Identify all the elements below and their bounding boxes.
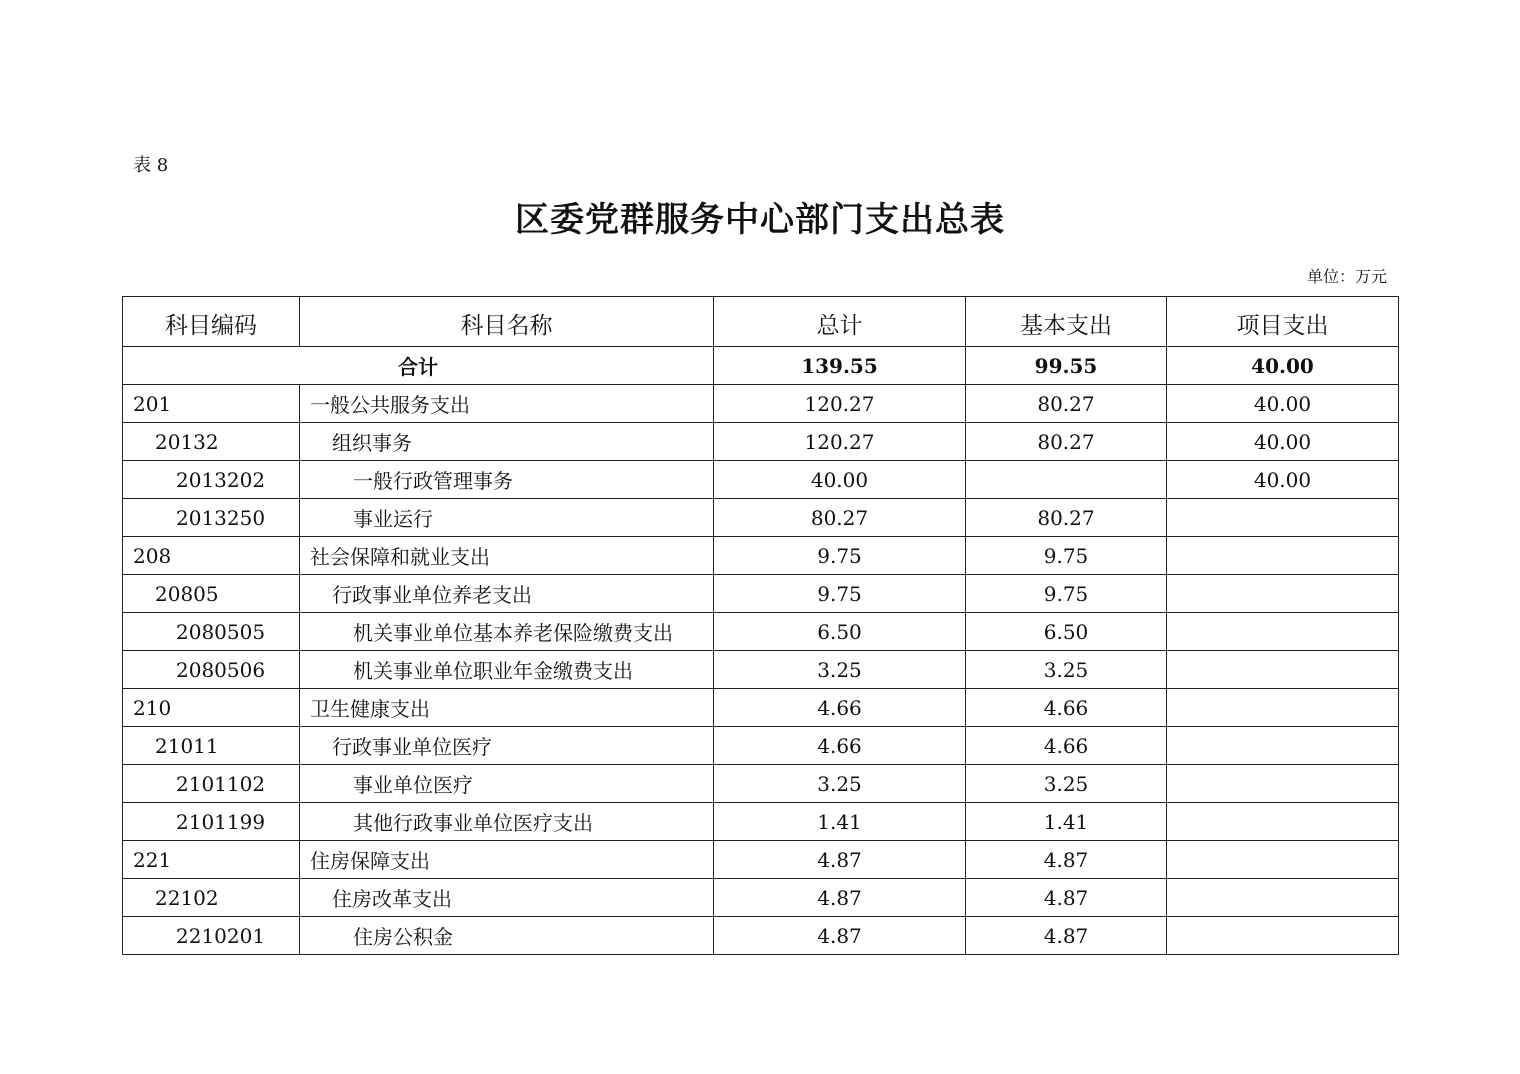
row-project [1167,917,1399,955]
table-row [123,689,1399,727]
row-total: 4.87 [714,879,966,917]
row-total: 1.41 [714,803,966,841]
row-basic: 80.27 [966,499,1167,537]
row-basic: 4.66 [966,727,1167,765]
row-basic: 4.87 [966,841,1167,879]
row-name: 住房改革支出 [300,879,714,917]
header-total: 总计 [714,297,966,347]
total-basic: 99.55 [966,347,1167,385]
row-total: 4.87 [714,917,966,955]
expenditure-table [122,296,1399,955]
row-total: 4.66 [714,727,966,765]
row-total: 9.75 [714,537,966,575]
table-row [123,841,1399,879]
table-row [123,575,1399,613]
row-basic: 3.25 [966,651,1167,689]
table-row [123,613,1399,651]
row-code: 20805 [123,575,300,613]
row-project [1167,651,1399,689]
unit-label: 单位：万元 [1306,267,1387,286]
row-name: 事业运行 [300,499,714,537]
table-row [123,651,1399,689]
row-total: 120.27 [714,423,966,461]
row-basic: 4.87 [966,879,1167,917]
row-code: 210 [123,689,300,727]
row-code: 208 [123,537,300,575]
row-name: 组织事务 [300,423,714,461]
row-name: 行政事业单位医疗 [300,727,714,765]
table-row [123,727,1399,765]
row-total: 4.66 [714,689,966,727]
row-code: 20132 [123,423,300,461]
row-project [1167,537,1399,575]
row-name: 其他行政事业单位医疗支出 [300,803,714,841]
table-row [123,803,1399,841]
row-project [1167,803,1399,841]
row-basic: 1.41 [966,803,1167,841]
row-name: 机关事业单位职业年金缴费支出 [300,651,714,689]
row-project [1167,879,1399,917]
table-row [123,879,1399,917]
document-title: 区委党群服务中心部门支出总表 [515,200,1005,240]
row-total: 40.00 [714,461,966,499]
header-name: 科目名称 [300,297,714,347]
row-name: 卫生健康支出 [300,689,714,727]
row-name: 住房公积金 [300,917,714,955]
table-row [123,499,1399,537]
row-project [1167,575,1399,613]
row-project: 40.00 [1167,385,1399,423]
row-code: 2013250 [123,499,300,537]
table-row [123,385,1399,423]
row-basic: 9.75 [966,575,1167,613]
row-basic: 9.75 [966,537,1167,575]
row-total: 80.27 [714,499,966,537]
row-project [1167,613,1399,651]
table-row [123,461,1399,499]
row-project [1167,727,1399,765]
table-row [123,917,1399,955]
total-row [123,347,1399,385]
row-name: 社会保障和就业支出 [300,537,714,575]
row-code: 201 [123,385,300,423]
header-basic: 基本支出 [966,297,1167,347]
table-number-label: 表 8 [133,155,169,176]
row-project [1167,689,1399,727]
row-basic [966,461,1167,499]
total-total: 139.55 [714,347,966,385]
row-code: 2013202 [123,461,300,499]
row-code: 22102 [123,879,300,917]
row-name: 行政事业单位养老支出 [300,575,714,613]
row-total: 120.27 [714,385,966,423]
row-project [1167,765,1399,803]
row-basic: 4.66 [966,689,1167,727]
row-basic: 6.50 [966,613,1167,651]
row-name: 事业单位医疗 [300,765,714,803]
table-row [123,537,1399,575]
table-row [123,765,1399,803]
header-code: 科目编码 [123,297,300,347]
row-name: 住房保障支出 [300,841,714,879]
row-total: 6.50 [714,613,966,651]
row-total: 4.87 [714,841,966,879]
row-code: 221 [123,841,300,879]
row-code: 2101199 [123,803,300,841]
row-project: 40.00 [1167,423,1399,461]
row-basic: 80.27 [966,385,1167,423]
row-project [1167,499,1399,537]
row-project [1167,841,1399,879]
row-total: 3.25 [714,765,966,803]
row-project: 40.00 [1167,461,1399,499]
row-code: 21011 [123,727,300,765]
row-code: 2210201 [123,917,300,955]
table-row [123,423,1399,461]
row-basic: 80.27 [966,423,1167,461]
header-row [123,297,1399,347]
row-name: 一般公共服务支出 [300,385,714,423]
row-code: 2080506 [123,651,300,689]
row-basic: 3.25 [966,765,1167,803]
row-name: 机关事业单位基本养老保险缴费支出 [300,613,714,651]
total-label: 合计 [123,347,714,385]
row-code: 2101102 [123,765,300,803]
row-basic: 4.87 [966,917,1167,955]
row-total: 3.25 [714,651,966,689]
header-project: 项目支出 [1167,297,1399,347]
row-name: 一般行政管理事务 [300,461,714,499]
total-project: 40.00 [1167,347,1399,385]
row-total: 9.75 [714,575,966,613]
row-code: 2080505 [123,613,300,651]
